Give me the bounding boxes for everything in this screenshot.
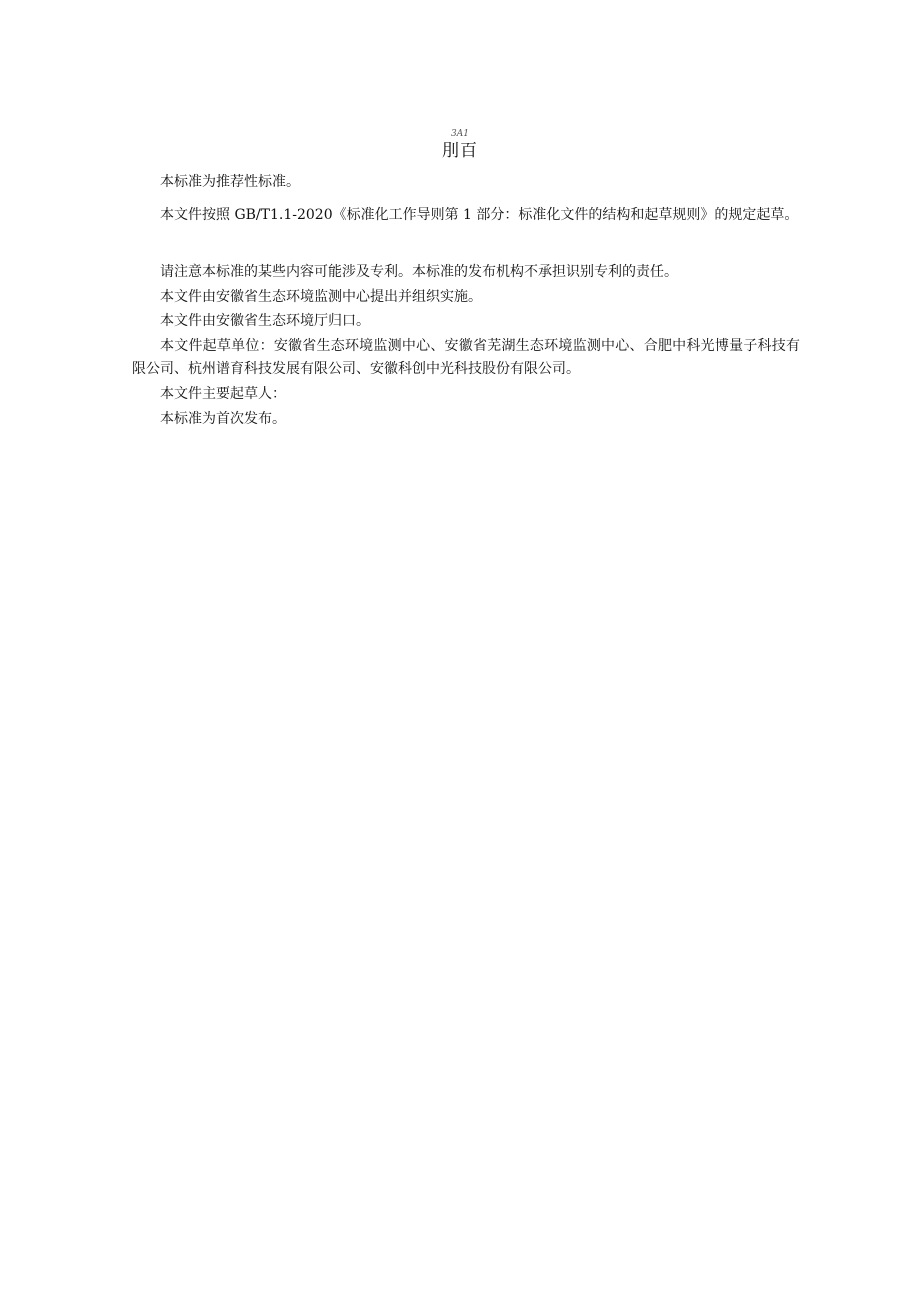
paragraph-text: 本标准为推荐性标准。	[160, 174, 300, 190]
paragraph-7	[132, 383, 800, 406]
page-title: 刖百	[442, 141, 478, 161]
paragraph-text: 本文件起草单位：安徽省生态环境监测中心、安徽省芜湖生态环境监测中心、合肥中科光博量子科技有限公司、杭州谱育科技发展有限公司、安徽科创中光科技股份有限公司。	[132, 338, 800, 377]
paragraph-1	[132, 171, 800, 194]
paragraph-text: 本文件按照 GB/T1.1-2020《标准化工作导则第 1 部分：标准化文件的结构和起草规则》的规定起草。	[160, 207, 799, 223]
paragraph-5	[132, 310, 800, 333]
paragraph-text: 请注意本标准的某些内容可能涉及专利。本标准的发布机构不承担识别专利的责任。	[160, 264, 678, 280]
paragraph-text: 本文件由安徽省生态环境厅归口。	[160, 313, 370, 329]
paragraph-8	[132, 408, 800, 431]
paragraph-text: 本文件主要起草人：	[160, 386, 286, 402]
header-mark: 3A1	[451, 129, 469, 139]
paragraph-2	[132, 204, 800, 227]
paragraph-text: 本标准为首次发布。	[160, 411, 286, 427]
paragraph-4	[132, 286, 800, 309]
paragraph-3	[132, 261, 800, 284]
paragraph-text: 本文件由安徽省生态环境监测中心提出并组织实施。	[160, 289, 482, 305]
paragraph-6	[132, 335, 800, 381]
